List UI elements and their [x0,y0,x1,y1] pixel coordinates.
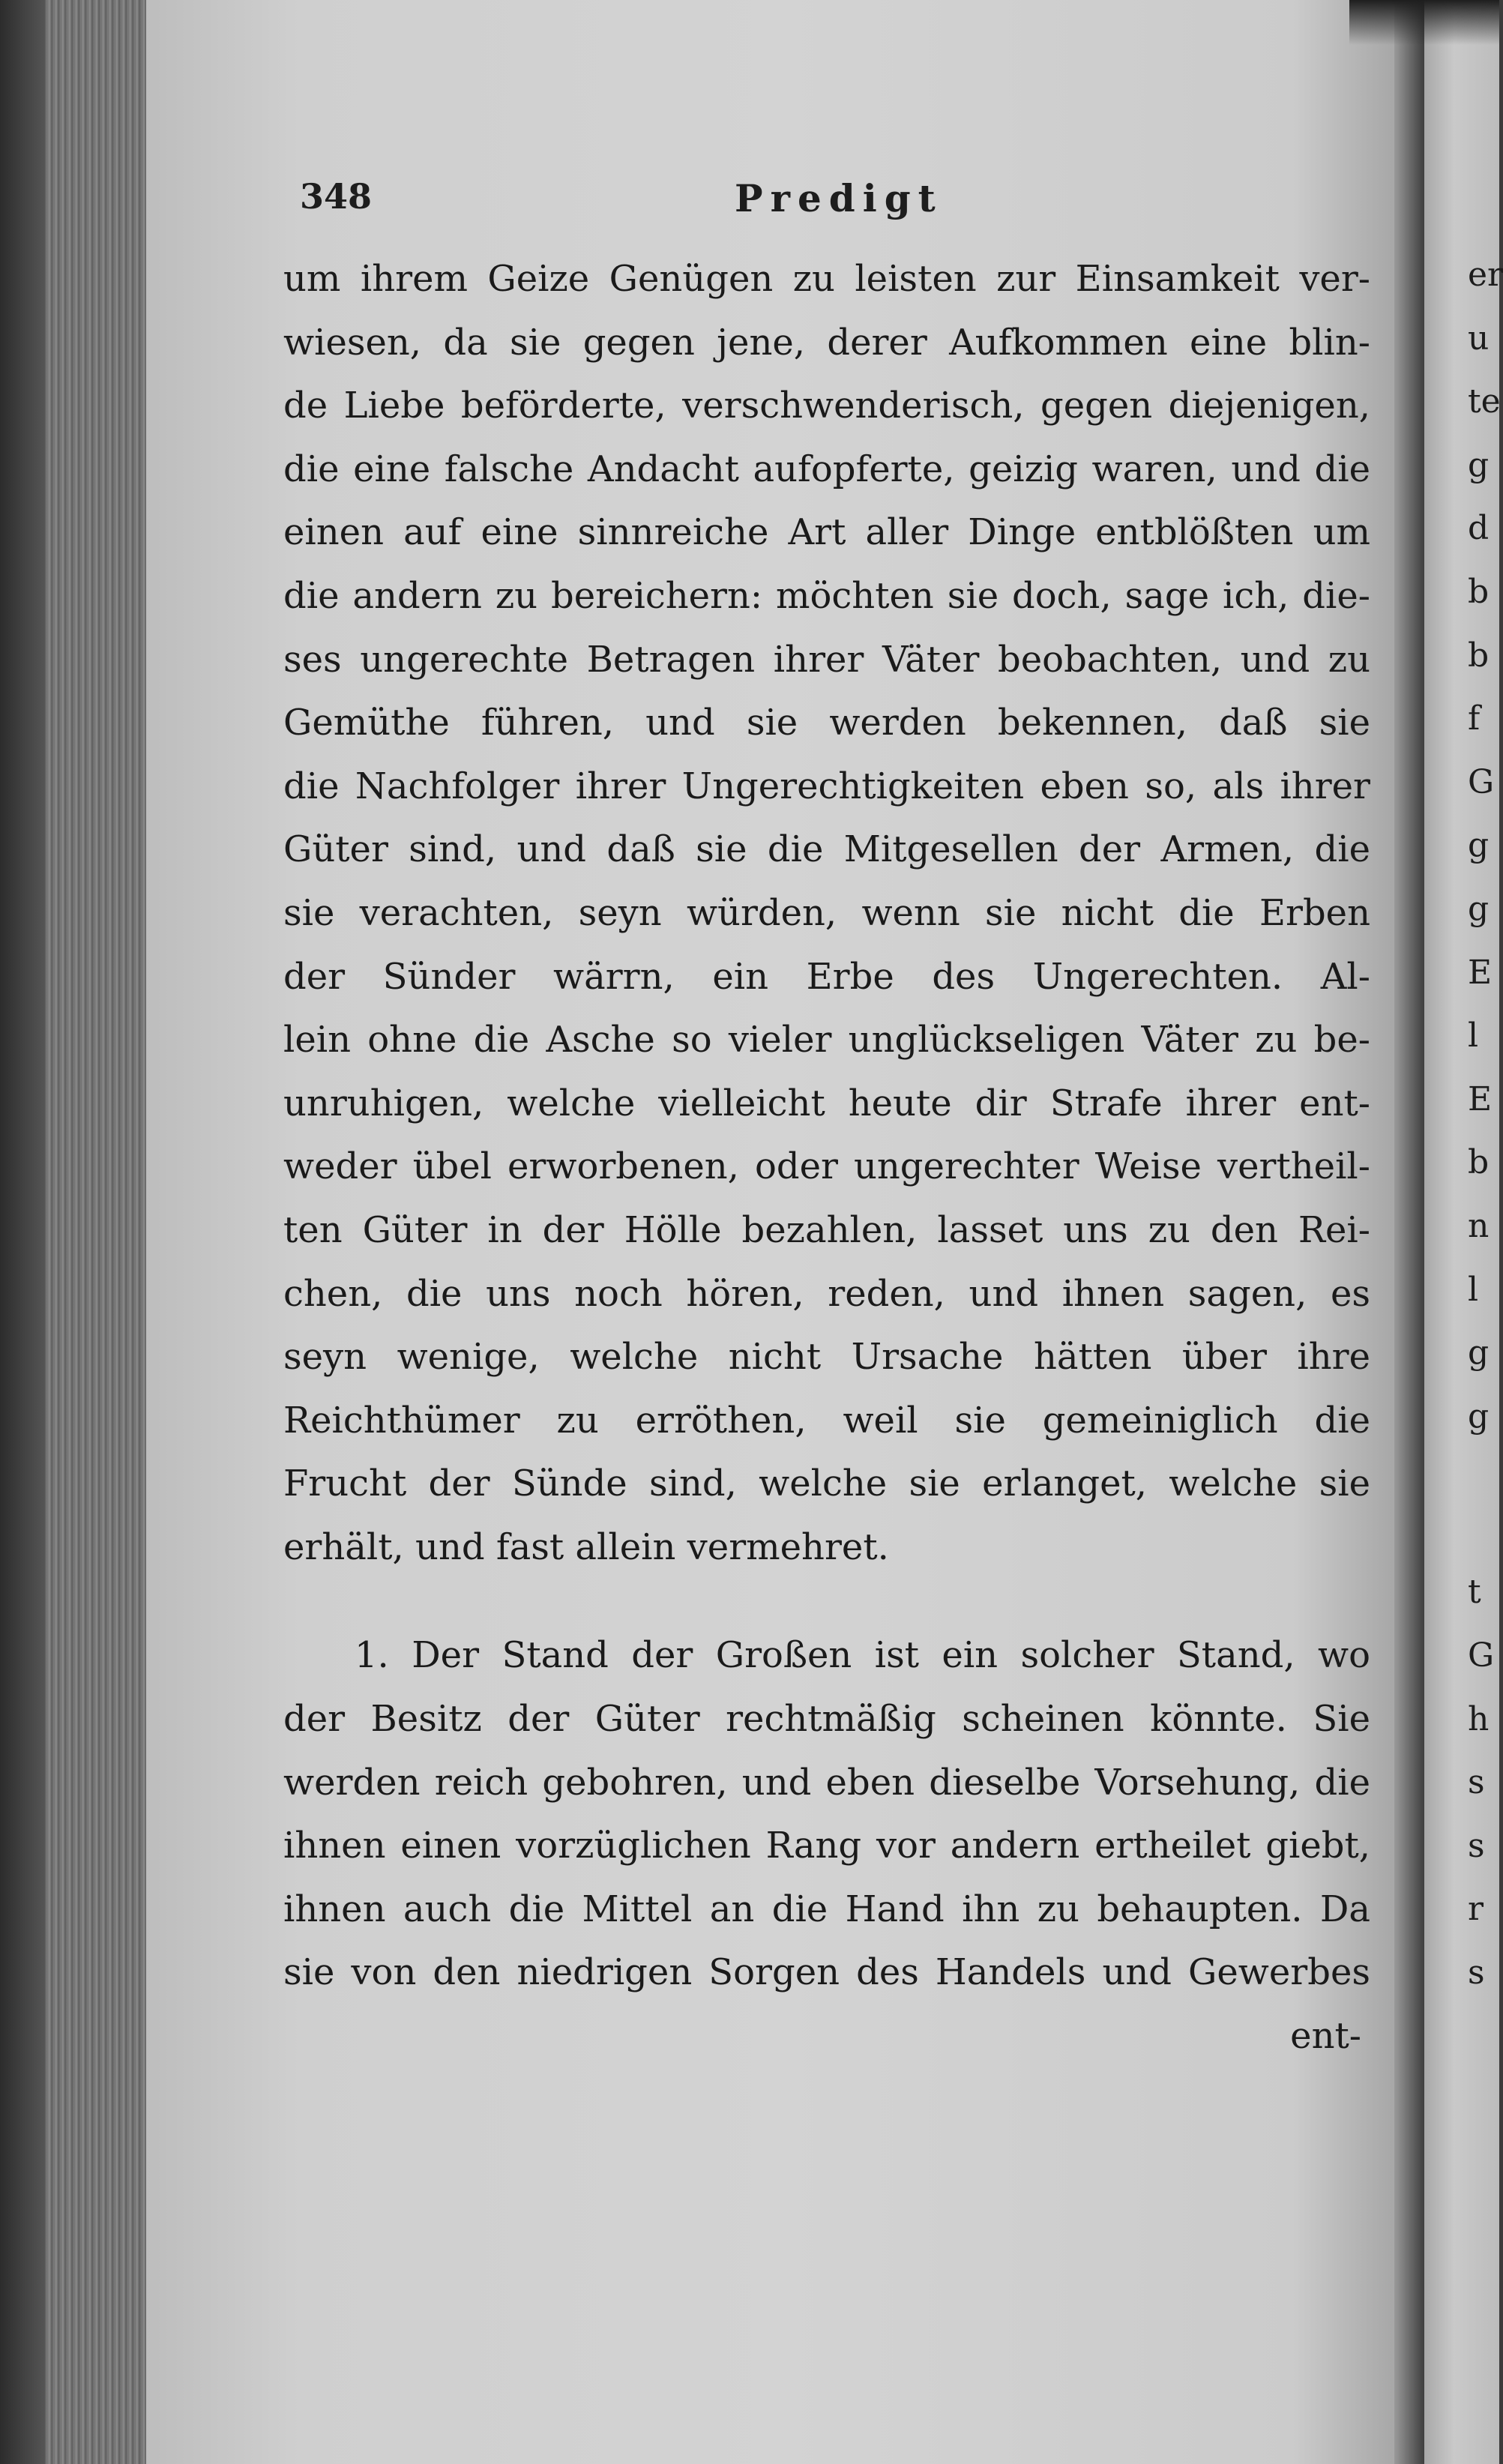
page-number: 348 [300,176,373,217]
text-line: Güter sind, und daß sie die Mitgesellen der Armen, die [283,828,1370,871]
running-head: Predigt [735,176,943,220]
facing-page-fragment: G [1468,1636,1495,1675]
text-line: lein ohne die Asche so vieler unglückseligen Väter zu be- [283,1019,1370,1061]
text-line: einen auf eine sinnreiche Art aller Dinge entblößten um [283,511,1370,554]
facing-page-fragment: u [1468,319,1490,358]
facing-page-fragment: te [1468,382,1501,421]
text-line: chen, die uns noch hören, reden, und ihnen sagen, es [283,1272,1370,1315]
facing-page-fragment: b [1468,573,1490,611]
facing-page-fragment: g [1468,890,1490,928]
facing-page-fragment: G [1468,762,1495,801]
facing-page-fragment: g [1468,826,1490,865]
text-line: 1. Der Stand der Großen ist ein solcher Stand, wo [355,1634,1370,1677]
facing-page-fragment: g [1468,1334,1490,1373]
facing-page-fragment: s [1468,1954,1485,1992]
text-line: Reichthümer zu erröthen, weil sie gemeiniglich die [283,1399,1370,1442]
binding-shadow [0,0,45,2464]
facing-page-fragment: b [1468,1143,1490,1182]
text-line: weder übel erworbenen, oder ungerechter Weise vertheil- [283,1145,1370,1188]
facing-page-fragment: er [1468,256,1503,294]
facing-page-fragment: n [1468,1207,1490,1245]
facing-page-fragment: r [1468,1890,1484,1929]
facing-page-fragment: g [1468,1397,1490,1436]
page-header [300,176,1364,229]
facing-page-fragment: l [1468,1270,1479,1309]
facing-page-fragment: E [1468,953,1493,992]
facing-page [1424,0,1503,2464]
paragraph-2 [283,1624,1370,2004]
text-line: Frucht der Sünde sind, welche sie erlanget, welche sie [283,1463,1370,1505]
catchword: ent- [1290,2015,1361,2058]
text-line: erhält, und fast allein vermehret. [283,1525,889,1568]
facing-page-fragment: t [1468,1573,1481,1612]
gutter-shadow [1394,0,1424,2464]
body-text [283,247,1370,2068]
text-line: sie verachten, seyn würden, wenn sie nicht die Erben [283,891,1370,934]
text-line: ses ungerechte Betragen ihrer Väter beobachten, und zu [283,638,1370,681]
facing-page-fragment: h [1468,1699,1490,1738]
text-line: ihnen einen vorzüglichen Rang vor andern ertheilet giebt, [283,1825,1370,1867]
text-line: die Nachfolger ihrer Ungerechtigkeiten eben so, als ihrer [283,765,1370,807]
facing-page-fragment: b [1468,636,1490,675]
text-line: der Sünder wärrn, ein Erbe des Ungerechten. Al- [283,955,1370,998]
text-line: um ihrem Geize Genügen zu leisten zur Einsamkeit ver- [283,258,1370,300]
facing-page-fragment: f [1468,699,1481,738]
text-line: de Liebe beförderte, verschwenderisch, gegen diejenigen, [283,385,1370,427]
text-line: die andern zu bereichern: möchten sie doch, sage ich, die- [283,574,1370,617]
text-line: sie von den niedrigen Sorgen des Handels und Gewerbes [283,1951,1370,1994]
facing-page-fragment: l [1468,1016,1479,1055]
corner-shadow [1349,0,1499,45]
text-line: seyn wenige, welche nicht Ursache hätten über ihre [283,1336,1370,1379]
facing-page-fragment: s [1468,1826,1485,1865]
text-line: werden reich gebohren, und eben dieselbe Vorsehung, die [283,1761,1370,1804]
facing-page-fragment: s [1468,1763,1485,1802]
text-line: ihnen auch die Mittel an die Hand ihn zu behaupten. Da [283,1888,1370,1930]
text-line: ten Güter in der Hölle bezahlen, lasset uns zu den Rei- [283,1208,1370,1251]
text-line: unruhigen, welche vielleicht heute dir Strafe ihrer ent- [283,1082,1370,1124]
text-line: die eine falsche Andacht aufopferte, geizig waren, und die [283,448,1370,490]
paragraph-gap [283,1579,1370,1624]
facing-page-fragment: E [1468,1079,1493,1118]
text-line: der Besitz der Güter rechtmäßig scheinen könnte. Sie [283,1698,1370,1741]
text-line: Gemüthe führen, und sie werden bekennen, daß sie [283,702,1370,744]
paragraph-1 [283,247,1370,1579]
facing-page-fragment: d [1468,509,1490,548]
facing-page-fragment: g [1468,445,1490,484]
text-line: wiesen, da sie gegen jene, derer Aufkommen eine blin- [283,321,1370,364]
